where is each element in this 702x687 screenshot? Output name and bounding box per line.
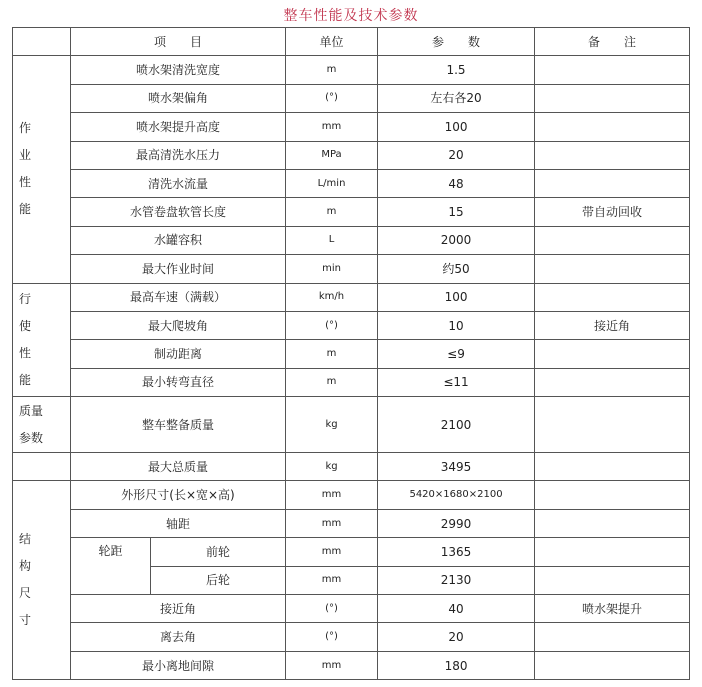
row-note xyxy=(535,56,690,84)
row-value: 100 xyxy=(378,113,535,141)
group-driving: 行 使 性 能 xyxy=(13,283,71,397)
row-note xyxy=(535,283,690,311)
header-group-cell xyxy=(13,28,71,56)
table-row xyxy=(13,255,690,283)
row-value: 100 xyxy=(378,283,535,311)
row-item: 接近角 xyxy=(71,595,286,623)
row-note xyxy=(535,509,690,537)
row-value: 2000 xyxy=(378,226,535,254)
header-value: 参 数 xyxy=(378,28,535,56)
row-value: 1365 xyxy=(378,538,535,566)
row-unit: mm xyxy=(286,481,378,509)
row-item: 最高车速（满载） xyxy=(71,283,286,311)
row-note xyxy=(535,566,690,594)
row-unit: kg xyxy=(286,397,378,453)
row-note xyxy=(535,226,690,254)
row-item: 喷水架提升高度 xyxy=(71,113,286,141)
row-item: 整车整备质量 xyxy=(71,397,286,453)
row-unit: min xyxy=(286,255,378,283)
header-item: 项 目 xyxy=(71,28,286,56)
row-note xyxy=(535,651,690,679)
row-value: 左右各20 xyxy=(378,84,535,112)
row-note xyxy=(535,397,690,453)
row-item: 前轮 xyxy=(151,538,286,566)
row-item: 最小离地间隙 xyxy=(71,651,286,679)
row-item: 制动距离 xyxy=(71,340,286,368)
row-item: 水管卷盘软管长度 xyxy=(71,198,286,226)
empty-group-cell xyxy=(13,453,71,481)
table-row xyxy=(13,56,690,84)
row-value: ≤11 xyxy=(378,368,535,396)
row-value: 2100 xyxy=(378,397,535,453)
row-unit: L xyxy=(286,226,378,254)
table-row xyxy=(13,141,690,169)
row-note xyxy=(535,255,690,283)
row-note: 接近角 xyxy=(535,311,690,339)
row-value: 40 xyxy=(378,595,535,623)
row-item: 最小转弯直径 xyxy=(71,368,286,396)
row-item: 喷水架清洗宽度 xyxy=(71,56,286,84)
row-value: 10 xyxy=(378,311,535,339)
group-structure: 结 构 尺 寸 xyxy=(13,481,71,680)
row-value: 2990 xyxy=(378,509,535,537)
row-value: 20 xyxy=(378,141,535,169)
table-row xyxy=(13,226,690,254)
row-note xyxy=(535,453,690,481)
header-note: 备 注 xyxy=(535,28,690,56)
row-item: 清洗水流量 xyxy=(71,169,286,197)
row-value: 20 xyxy=(378,623,535,651)
row-value: 48 xyxy=(378,169,535,197)
row-unit: (°) xyxy=(286,595,378,623)
row-value: 180 xyxy=(378,651,535,679)
row-value: 约50 xyxy=(378,255,535,283)
table-row xyxy=(13,283,690,311)
table-row xyxy=(13,198,690,226)
table-row xyxy=(13,368,690,396)
row-note xyxy=(535,84,690,112)
row-item: 轴距 xyxy=(71,509,286,537)
table-row xyxy=(13,509,690,537)
row-unit: mm xyxy=(286,566,378,594)
row-value: 15 xyxy=(378,198,535,226)
row-unit: km/h xyxy=(286,283,378,311)
row-value: 3495 xyxy=(378,453,535,481)
row-note xyxy=(535,481,690,509)
table-row xyxy=(13,595,690,623)
row-item: 离去角 xyxy=(71,623,286,651)
row-note: 带自动回收 xyxy=(535,198,690,226)
row-item: 最大总质量 xyxy=(71,453,286,481)
row-unit: kg xyxy=(286,453,378,481)
row-unit: L/min xyxy=(286,169,378,197)
row-note xyxy=(535,538,690,566)
row-value: 1.5 xyxy=(378,56,535,84)
table-row xyxy=(13,311,690,339)
track-label: 轮距 xyxy=(71,538,151,595)
table-row xyxy=(13,538,690,566)
row-item: 外形尺寸(长×宽×高) xyxy=(71,481,286,509)
row-value: 2130 xyxy=(378,566,535,594)
table-row xyxy=(13,397,690,453)
row-unit: mm xyxy=(286,113,378,141)
row-item: 喷水架偏角 xyxy=(71,84,286,112)
row-item: 最大爬坡角 xyxy=(71,311,286,339)
table-row xyxy=(13,84,690,112)
table-row xyxy=(13,113,690,141)
row-note xyxy=(535,169,690,197)
row-note xyxy=(535,340,690,368)
row-unit: m xyxy=(286,340,378,368)
row-unit: (°) xyxy=(286,311,378,339)
page-title: 整车性能及技术参数 xyxy=(283,8,419,24)
group-mass: 质量 参数 xyxy=(13,397,71,453)
header-unit: 单位 xyxy=(286,28,378,56)
row-unit: m xyxy=(286,368,378,396)
row-unit: m xyxy=(286,56,378,84)
row-unit: (°) xyxy=(286,84,378,112)
row-unit: mm xyxy=(286,509,378,537)
row-item: 最高清洗水压力 xyxy=(71,141,286,169)
table-row xyxy=(13,651,690,679)
table-row xyxy=(13,623,690,651)
row-note xyxy=(535,141,690,169)
row-unit: MPa xyxy=(286,141,378,169)
row-note: 喷水架提升 xyxy=(535,595,690,623)
row-unit: mm xyxy=(286,538,378,566)
table-row xyxy=(13,453,690,481)
group-operation: 作 业 性 能 xyxy=(13,56,71,283)
row-note xyxy=(535,623,690,651)
row-item: 水罐容积 xyxy=(71,226,286,254)
row-value: ≤9 xyxy=(378,340,535,368)
table-row xyxy=(13,481,690,509)
table-header-row xyxy=(13,28,690,56)
row-unit: (°) xyxy=(286,623,378,651)
row-unit: mm xyxy=(286,651,378,679)
row-item: 后轮 xyxy=(151,566,286,594)
row-value: 5420×1680×2100 xyxy=(378,481,535,509)
row-note xyxy=(535,368,690,396)
table-row xyxy=(13,169,690,197)
spec-table xyxy=(12,27,690,680)
table-row xyxy=(13,340,690,368)
row-item: 最大作业时间 xyxy=(71,255,286,283)
row-unit: m xyxy=(286,198,378,226)
row-note xyxy=(535,113,690,141)
